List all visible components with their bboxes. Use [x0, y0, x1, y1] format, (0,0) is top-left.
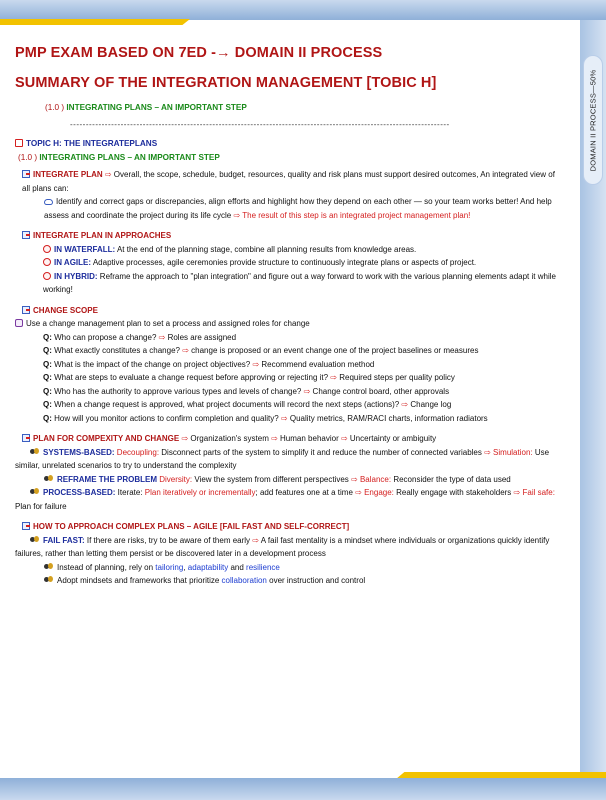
arrow-icon: ⇨ — [513, 488, 521, 497]
question-text: When a change request is approved, what project documents will record the next steps (actions)? — [51, 400, 400, 409]
question-text: What is the impact of the change on project objectives? — [51, 359, 251, 369]
topic-heading — [15, 139, 563, 148]
systems-decoupling: Decoupling: — [114, 447, 160, 457]
chain-item: Uncertainty or ambiguity — [349, 434, 437, 443]
people-icon — [44, 576, 54, 584]
approach-label: IN AGILE: — [54, 258, 92, 267]
intro-number: (1.0 ) — [45, 103, 65, 112]
section-complexity — [15, 432, 563, 513]
process-plan-iteratively: Plan iteratively or incrementally — [142, 488, 256, 497]
page-title: PMP EXAM BASED ON 7ED -→ DOMAIN II PROCESS — [15, 45, 383, 61]
integrate-plan-detail — [44, 195, 563, 222]
answer-text: change is proposed or an event change one of the project baselines or measures — [191, 346, 479, 355]
fail-fast-label: FAIL FAST: — [43, 535, 85, 545]
bottom-footer-bar — [0, 778, 606, 800]
q-label: Q: — [43, 386, 52, 396]
top-header-bar — [0, 0, 606, 20]
arrow-icon: ⇨ — [355, 488, 362, 497]
question-row — [43, 344, 563, 358]
people-icon — [44, 475, 54, 483]
approaches-heading-line — [22, 229, 563, 243]
divider: ------------------------------------------------------------------------------------------------------------------------ — [70, 120, 450, 129]
change-scope-heading-line — [22, 304, 563, 318]
integrate-plan-detail-text: Identify and correct gaps or discrepancies, align efforts and highlight how they depend on each other — so your team works better! And help assess and coordinate the project during its life cycle — [44, 197, 552, 220]
approach-text: Adaptive processes, agile ceremonies provide structure to continuously integrate plans or aspects of project. — [91, 258, 477, 267]
reframe-diversity: Diversity: — [157, 474, 193, 484]
process-text-2: Really engage with stakeholders — [393, 488, 512, 497]
arrow-icon: ⇨ — [233, 210, 241, 220]
agile-heading-line — [22, 520, 563, 534]
q-label: Q: — [43, 359, 52, 369]
question-row — [43, 398, 563, 412]
people-icon — [30, 448, 40, 456]
arrow-icon: ⇨ — [182, 346, 189, 355]
instead-adaptability: adaptability — [187, 562, 229, 572]
approaches-heading: INTEGRATE PLAN IN APPROACHES — [33, 231, 172, 240]
process-text-3: Plan for failure — [15, 501, 67, 511]
reframe-problem — [44, 473, 563, 487]
fail-fast-text-2: A fail fast mentality is a mindset where individuals or organizations quickly identify failures, rather than letting them persist or be discovered later in a development process — [15, 535, 550, 558]
chain-item: Organization's system — [190, 434, 269, 443]
instead-resilience: resilience — [246, 562, 280, 572]
integrate-plan-text: Overall, the scope, schedule, budget, resources, quality and risk plans must support desired outcomes, An integrated view of all plans can: — [22, 170, 555, 193]
arrow-icon: ⇨ — [102, 170, 114, 179]
question-text: What exactly constitutes a change? — [51, 346, 180, 355]
answer-text: Change log — [410, 400, 452, 409]
document-icon — [22, 231, 30, 239]
instead-text: Instead of planning, rely on — [57, 562, 156, 572]
q-label: Q: — [43, 400, 52, 409]
systems-text-2: Use similar, unrelated scenarios to try to understand the complexity — [15, 447, 550, 470]
q-label: Q: — [43, 413, 52, 423]
document-icon — [22, 522, 30, 530]
topic-icon — [15, 139, 23, 147]
intro-line — [45, 103, 563, 112]
arrow-icon: ⇨ — [351, 474, 358, 484]
process-label: PROCESS-BASED: — [43, 488, 116, 497]
instead-tailoring: tailoring — [155, 562, 184, 572]
question-row — [43, 385, 563, 399]
people-icon — [44, 563, 54, 571]
answer-text: Change control board, other approvals — [312, 386, 450, 396]
document-icon — [22, 306, 30, 314]
answer-text: Recommend evaluation method — [261, 359, 375, 369]
answer-text: Quality metrics, RAM/RACI charts, information radiators — [289, 413, 488, 423]
question-row — [43, 331, 563, 345]
change-scope-heading: CHANGE SCOPE — [33, 305, 98, 315]
question-text: What are steps to evaluate a change request before approving or rejecting it? — [51, 373, 329, 382]
people-icon — [30, 488, 40, 496]
q-label: Q: — [43, 332, 52, 342]
section-integrate-plan — [22, 168, 563, 222]
side-tab — [583, 55, 603, 185]
integrate-plan-result: The result of this step is an integrated project management plan! — [242, 210, 471, 220]
chat-icon — [15, 319, 23, 327]
approach-agile — [43, 256, 563, 270]
systems-text-1: Disconnect parts of the system to simplify it and reduce the number of connected variables — [159, 447, 482, 457]
q-label: Q: — [43, 373, 52, 382]
q-label: Q: — [43, 346, 52, 355]
arrow-icon: ⇨ — [181, 434, 189, 443]
cloud-icon — [44, 199, 53, 205]
reframe-balance: Balance: — [359, 474, 392, 484]
instead-and: and — [228, 562, 247, 572]
instead-of-planning: Instead of planning, rely on tailoring, adaptability and resilience — [44, 561, 563, 575]
question-row — [43, 358, 563, 372]
intro-text: INTEGRATING PLANS – AN IMPORTANT STEP — [64, 103, 247, 112]
section-agile — [15, 520, 563, 588]
topic-text: TOPIC H: THE INTEGRATEPLANS — [26, 139, 158, 148]
fail-fast — [15, 534, 563, 561]
change-scope-intro-text: Use a change management plan to set a process and assigned roles for change — [26, 319, 310, 328]
integrate-plan-heading: INTEGRATE PLAN — [33, 170, 103, 179]
answer-text: Required steps per quality policy — [339, 373, 455, 382]
document-icon — [22, 170, 30, 178]
sub-text: INTEGRATING PLANS – AN IMPORTANT STEP — [37, 153, 220, 162]
approach-text: Reframe the approach to "plan integration" and figure out a way forward to work with the various planning elements adapt it while working! — [43, 271, 556, 294]
reframe-text-2: Reconsider the type of data used — [391, 474, 511, 484]
adopt-mindsets — [44, 574, 563, 588]
arrow-icon: ⇨ — [271, 434, 278, 443]
arrow-icon: ⇨ — [340, 434, 348, 443]
page-content — [15, 45, 563, 588]
approach-hybrid — [43, 270, 563, 297]
sub-heading — [18, 153, 563, 162]
arrow-icon: ⇨ — [158, 332, 166, 342]
arrow-icon: ⇨ — [484, 447, 491, 457]
page-subtitle: SUMMARY OF THE INTEGRATION MANAGEMENT [TOBIC H] — [15, 75, 437, 91]
question-text: Who has the authority to approve various types and levels of change? — [51, 386, 302, 396]
question-row — [43, 412, 563, 426]
top-accent-stripe — [0, 19, 190, 25]
process-engage: Engage: — [364, 488, 394, 497]
document-icon — [22, 434, 30, 442]
process-text-1: ; add features one at a time — [255, 488, 353, 497]
reframe-text-1: View the system from different perspectives — [192, 474, 349, 484]
question-text: How will you monitor actions to confirm completion and quality? — [51, 413, 279, 423]
side-tab-label: DOMAIN II PROCESS—50% — [588, 69, 598, 171]
adopt-text: Adopt mindsets and frameworks that prioritize — [57, 576, 222, 585]
fail-fast-text: If there are risks, try to be aware of them early — [84, 535, 251, 545]
bullet-icon — [43, 258, 51, 266]
arrow-icon: ⇨ — [330, 373, 337, 382]
process-based — [15, 486, 563, 513]
chain-item: Human behavior — [280, 434, 339, 443]
section-approaches — [22, 229, 563, 297]
arrow-icon: ⇨ — [401, 400, 409, 409]
systems-label: SYSTEMS-BASED: — [43, 447, 115, 457]
arrow-icon: ⇨ — [252, 359, 260, 369]
complexity-heading: PLAN FOR COMPEXITY AND CHANGE — [33, 434, 180, 443]
question-row — [43, 371, 563, 385]
bullet-icon — [43, 272, 51, 280]
systems-based — [15, 446, 563, 473]
adopt-rest: over instruction and control — [266, 576, 366, 585]
approach-label: IN HYBRID: — [54, 271, 98, 281]
agile-heading: HOW TO APPROACH COMPLEX PLANS – AGILE [FAIL FAST AND SELF-CORRECT] — [33, 522, 350, 531]
process-iterate: Iterate: — [115, 488, 143, 497]
bullet-icon — [43, 245, 51, 253]
arrow-icon: ⇨ — [280, 413, 288, 423]
adopt-collaboration: collaboration — [221, 576, 267, 585]
arrow-icon: ⇨ — [252, 535, 259, 545]
sub-number: (1.0 ) — [18, 153, 38, 162]
arrow-icon: ⇨ — [303, 386, 311, 396]
people-icon — [30, 536, 40, 544]
approach-label: IN WATERFALL: — [54, 244, 116, 254]
change-scope-intro — [15, 317, 563, 331]
approach-text: At the end of the planning stage, combine all planning results from knowledge areas. — [115, 244, 417, 254]
section-change-scope — [22, 304, 563, 426]
complexity-heading-line — [22, 432, 563, 446]
answer-text: Roles are assigned — [167, 332, 237, 342]
process-fail-safe: Fail safe: — [522, 488, 555, 497]
reframe-label: REFRAME THE PROBLEM — [57, 474, 157, 484]
systems-simulation: Simulation: — [493, 447, 533, 457]
integrate-plan-line — [22, 168, 563, 195]
question-text: Who can propose a change? — [51, 332, 157, 342]
approach-waterfall — [43, 243, 563, 257]
